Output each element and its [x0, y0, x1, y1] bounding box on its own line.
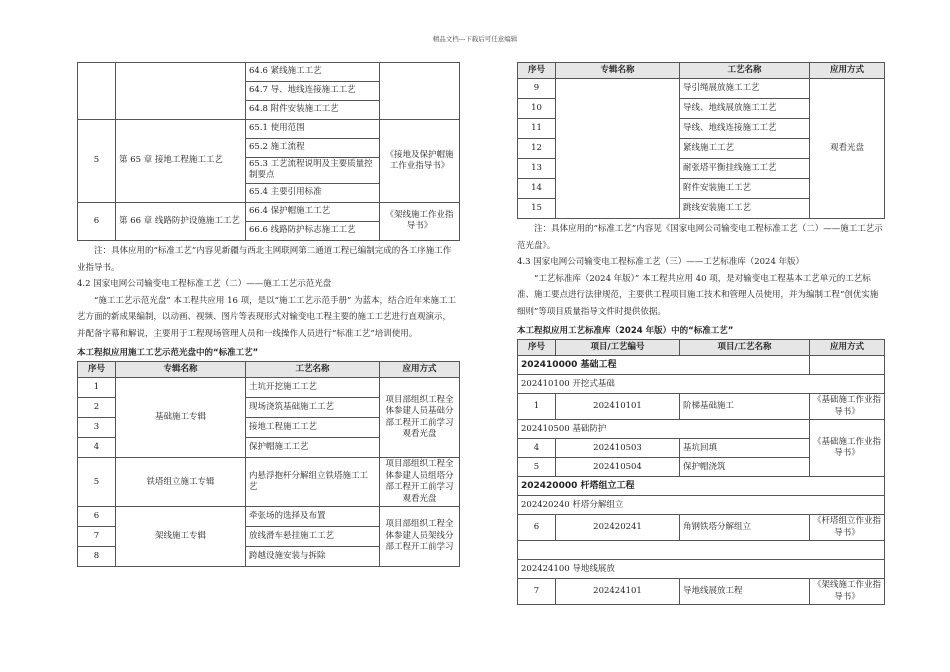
table-row: 15 跳线安装施工工艺	[518, 199, 885, 219]
table-row: 4 202410503 基坑回填	[518, 439, 885, 458]
table-row: 2 现场浇筑基础施工工艺	[78, 398, 460, 418]
table-row: 64.6 紧线施工工艺	[78, 63, 460, 82]
demo-disc-table-continued	[517, 62, 885, 219]
body-paragraph: “工艺标准库（2024 年版）” 本工程共应用 40 项，是对输变电工程基本工艺单元的工艺标准、施工要点进行法律规范，主要供工程项目施工技术和管理人员使用，并为编制工程“创优实施细则”等项目质量指导文件时提供依据。	[517, 273, 879, 317]
table-row: 5 第 65 章 接地工程施工工艺 65.1 使用范围 《接地及保护帽施工作业指导书》	[78, 120, 460, 139]
table-row: 1 202410101 阶梯基础施工 《基础施工作业指导书》	[518, 394, 885, 420]
table-header-row: 序号 专辑名称 工艺名称 应用方式	[518, 63, 885, 79]
table-row: 65.4 主要引用标准	[78, 183, 460, 202]
table-caption: 本工程拟应用施工工艺示范光盘中的“标准工艺”	[77, 348, 259, 359]
section-heading: 4.2 国家电网公司输变电工程标准工艺（二）——施工工艺示范光盘	[77, 279, 332, 290]
note-paragraph: 注：具体应用的“标准工艺”内容见《国家电网公司输变电工程标准工艺（二）——施工工艺示范光盘》。	[517, 224, 883, 251]
table-row: 64.8 附件安装施工工艺	[78, 101, 460, 120]
table-row: 12 紧线施工工艺	[518, 139, 885, 159]
group-row: 202410000 基础工程	[518, 356, 885, 375]
page-header: 精品文档---下载后可任意编辑	[432, 35, 518, 43]
table-row: 7 202424101 导地线展放工程 《架线施工作业指导书》	[518, 579, 885, 605]
table-row: 14 附件安装施工工艺	[518, 179, 885, 199]
right-column	[517, 62, 884, 605]
standard-library-table	[517, 339, 885, 605]
table-row: 6 202420241 角钢铁塔分解组立 《杆塔组立作业指导书》	[518, 515, 885, 541]
table-row: 5 202410504 保护帽浇筑	[518, 458, 885, 477]
subgroup-row: 202420240 杆塔分解组立	[518, 496, 885, 515]
table-row: 3 接地工程施工工艺	[78, 418, 460, 438]
subgroup-row: 202410500 基础防护 《基础施工作业指导书》	[518, 420, 885, 439]
table-row: 5 铁塔组立施工专辑 内悬浮抱杆分解组立铁塔施工工艺 项目部组织工程全体参建人员组塔分部工程开工前学习观看光盘	[78, 458, 460, 507]
left-column	[77, 62, 459, 567]
table-row: 1 基础施工专辑 土坑开挖施工工艺 项目部组织工程全体参建人员基础分部工程开工前学习观看光盘	[78, 378, 460, 398]
body-paragraph: “施工工艺示范光盘” 本工程共应用 16 项，是以“施工工艺示范手册” 为蓝本，结合近年来施工工艺方面的新成果编制，以动画、视频、图片等表现形式对输变电工程主要的施工工艺进行直观演示，并配备字幕和解说，主要用于工程现场管理人员和一线操作人员进行“标准工艺”培训使用。	[77, 295, 457, 339]
table-caption: 本工程拟应用工艺标准库（2024 年版）中的“标准工艺”	[517, 326, 734, 337]
table-row: 4 保护帽施工工艺	[78, 438, 460, 458]
section-heading: 4.3 国家电网公司输变电工程标准工艺（三）——工艺标准库（2024 年版）	[517, 257, 805, 268]
table-row: 65.3 工艺流程说明及主要质量控制要点	[78, 158, 460, 184]
table-row: 11 导线、地线连接施工工艺	[518, 119, 885, 139]
subgroup-row: 202424100 导地线展放	[518, 560, 885, 579]
table-row: 64.7 导、地线连接施工工艺	[78, 82, 460, 101]
table-row: 6 架线施工专辑 牵张场的选择及布置 项目部组织工程全体参建人员架线分部工程开工前学习	[78, 507, 460, 527]
empty-row	[518, 541, 885, 560]
table-row: 13 耐张塔平衡挂线施工工艺	[518, 159, 885, 179]
table-header-row: 序号 专辑名称 工艺名称 应用方式	[78, 362, 460, 378]
table-row: 9 导引绳展放施工工艺 观看光盘	[518, 79, 885, 99]
demo-disc-table	[77, 361, 460, 567]
table-row: 65.2 施工流程	[78, 139, 460, 158]
table-row: 66.6 线路防护标志施工工艺	[78, 221, 460, 240]
table-row: 6 第 66 章 线路防护设施施工工艺 66.4 保护帽施工工艺 《架线施工作业指导书》	[78, 202, 460, 221]
group-row: 202420000 杆塔组立工程	[518, 477, 885, 496]
table-row: 8 跨越设施安装与拆除	[78, 547, 460, 567]
subgroup-row: 202410100 开挖式基础	[518, 375, 885, 394]
table-header-row: 序号 项目/工艺编号 项目/工艺名称 应用方式	[518, 340, 885, 356]
note-paragraph: 注：具体应用的“标准工艺”内容见新疆与西北主网联网第二通道工程已编制完成的各工序施工作业指导书。	[77, 245, 452, 273]
chapter-table	[77, 62, 460, 241]
table-row: 7 放线滑车悬挂施工工艺	[78, 527, 460, 547]
table-row: 10 导线、地线展放施工工艺	[518, 99, 885, 119]
